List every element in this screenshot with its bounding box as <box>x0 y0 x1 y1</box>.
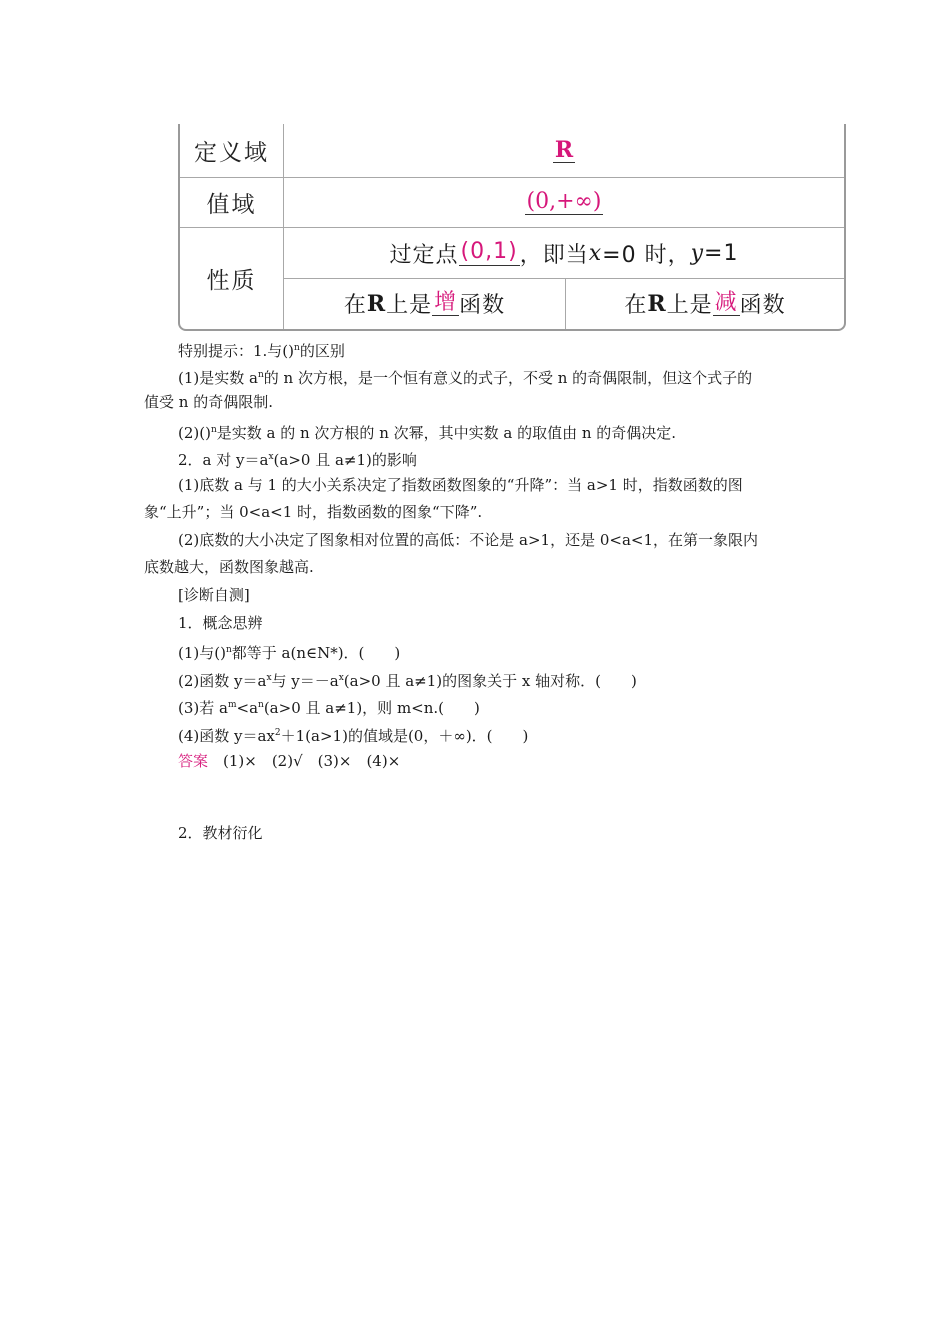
tips-p2-sup: n <box>210 425 217 435</box>
exponential-properties-table <box>178 124 846 331</box>
tips-p3-line1: (1)底数 a 与 1 的大小关系决定了指数函数图象的“升降”：当 a>1 时，指数函数的图 <box>178 476 743 494</box>
decreasing-mid: 上是 <box>666 293 713 318</box>
domain-label: 定义域 <box>180 124 284 177</box>
q2-sup1: x <box>266 673 272 683</box>
fixed-point-y: y <box>690 240 705 266</box>
diagnosis-sub2: 2．教材衍化 <box>178 824 263 842</box>
tips-p4-line1: (2)底数的大小决定了图象相对位置的高低：不论是 a>1，还是 0<a<1，在第一象限内 <box>178 531 759 549</box>
tips-p1-line2: 值受 n 的奇偶限制. <box>144 393 273 411</box>
fixed-point-cell <box>284 228 844 279</box>
q3-sup2: n <box>258 700 264 710</box>
decreasing-R: R <box>647 290 667 317</box>
fixed-point-post-1: ，即当 <box>519 242 589 268</box>
tips-p4-line2: 底数越大，函数图象越高. <box>144 558 314 576</box>
q2-sup2: x <box>338 673 344 683</box>
monotonicity-row <box>284 278 844 329</box>
tips-p1-b: 的 n 次方根，是一个恒有意义的式子，不受 n 的奇偶限制，但这个式子的 <box>263 369 753 387</box>
fixed-point-x: x <box>588 240 603 266</box>
increasing-R: R <box>366 290 387 317</box>
q3-sup1: m <box>227 700 237 710</box>
tips-p2-a: (2)() <box>178 424 211 442</box>
table-row-range <box>180 178 844 228</box>
tips-p1-sup: n <box>257 370 264 380</box>
decreasing-post: 函数 <box>739 293 786 318</box>
q4-b: ＋1(a>1)的值域是(0，＋∞)．( ) <box>280 727 529 745</box>
increasing-pre: 在 <box>343 293 367 318</box>
q1-sup: n <box>225 645 232 655</box>
q4-a: (4)函数 y＝ax <box>178 727 275 745</box>
answer-text: (1)× (2)√ (3)× (4)× <box>208 752 401 770</box>
q3-c: (a>0 且 a≠1)，则 m<n.( ) <box>263 699 480 717</box>
q1-b: 都等于 a(n∈N*)．( ) <box>231 644 401 662</box>
diagnosis-heading: [诊断自测] <box>178 586 250 604</box>
q2-b: 与 y＝－a <box>271 672 339 690</box>
range-value: (0,+∞) <box>526 188 602 214</box>
domain-value-cell <box>284 124 844 177</box>
question-3 <box>178 695 480 718</box>
domain-value: R <box>554 136 574 163</box>
tips-h2-b: (a>0 且 a≠1)的影响 <box>273 451 417 469</box>
q2-a: (2)函数 y＝a <box>178 672 267 690</box>
tips-p1-a: (1)是实数 a <box>178 369 258 387</box>
question-4 <box>178 723 528 746</box>
answer-line <box>178 751 400 771</box>
tips-p2-b: 是实数 a 的 n 次方根的 n 次幂，其中实数 a 的取值由 n 的奇偶决定. <box>216 424 677 442</box>
increasing-blank: 增 <box>434 289 458 315</box>
tips-h2-a: 2．a 对 y＝a <box>178 451 269 469</box>
tips-heading-post: 的区别 <box>299 342 345 360</box>
tips-heading <box>178 338 345 361</box>
tips-heading-sup: n <box>294 343 300 353</box>
fixed-point-pre: 过定点 <box>389 242 459 268</box>
properties-label: 性质 <box>180 228 284 329</box>
q3-b: <a <box>236 699 259 717</box>
table-row-domain <box>180 124 844 178</box>
tips-heading-text: 特别提示：1.与() <box>178 342 295 360</box>
tips-p1-line1 <box>178 365 752 388</box>
range-value-cell <box>284 178 844 227</box>
q1-a: (1)与() <box>178 644 226 662</box>
question-2 <box>178 668 637 691</box>
increasing-mid: 上是 <box>386 293 433 318</box>
increasing-cell <box>284 278 566 329</box>
tips-h2-sup: x <box>268 452 274 462</box>
increasing-post: 函数 <box>459 293 506 318</box>
tips-heading-2 <box>178 447 417 470</box>
fixed-point-value: (0,1) <box>460 239 518 265</box>
q4-sup: 2 <box>274 728 281 738</box>
tips-p2 <box>178 420 676 443</box>
diagnosis-sub1: 1．概念思辨 <box>178 614 263 632</box>
fixed-point-post-2: =0 时， <box>602 242 691 268</box>
question-1 <box>178 640 400 663</box>
range-label: 值域 <box>180 178 284 227</box>
tips-p3-line2: 象“上升”；当 0<a<1 时，指数函数的图象“下降”. <box>144 503 483 521</box>
q3-a: (3)若 a <box>178 699 228 717</box>
answer-label: 答案 <box>178 752 209 770</box>
table-row-properties <box>180 228 844 329</box>
decreasing-pre: 在 <box>624 293 648 318</box>
fixed-point-post-3: =1 <box>704 240 739 266</box>
q2-c: (a>0 且 a≠1)的图象关于 x 轴对称．( ) <box>343 672 637 690</box>
decreasing-cell <box>566 278 844 329</box>
decreasing-blank: 减 <box>714 289 738 315</box>
